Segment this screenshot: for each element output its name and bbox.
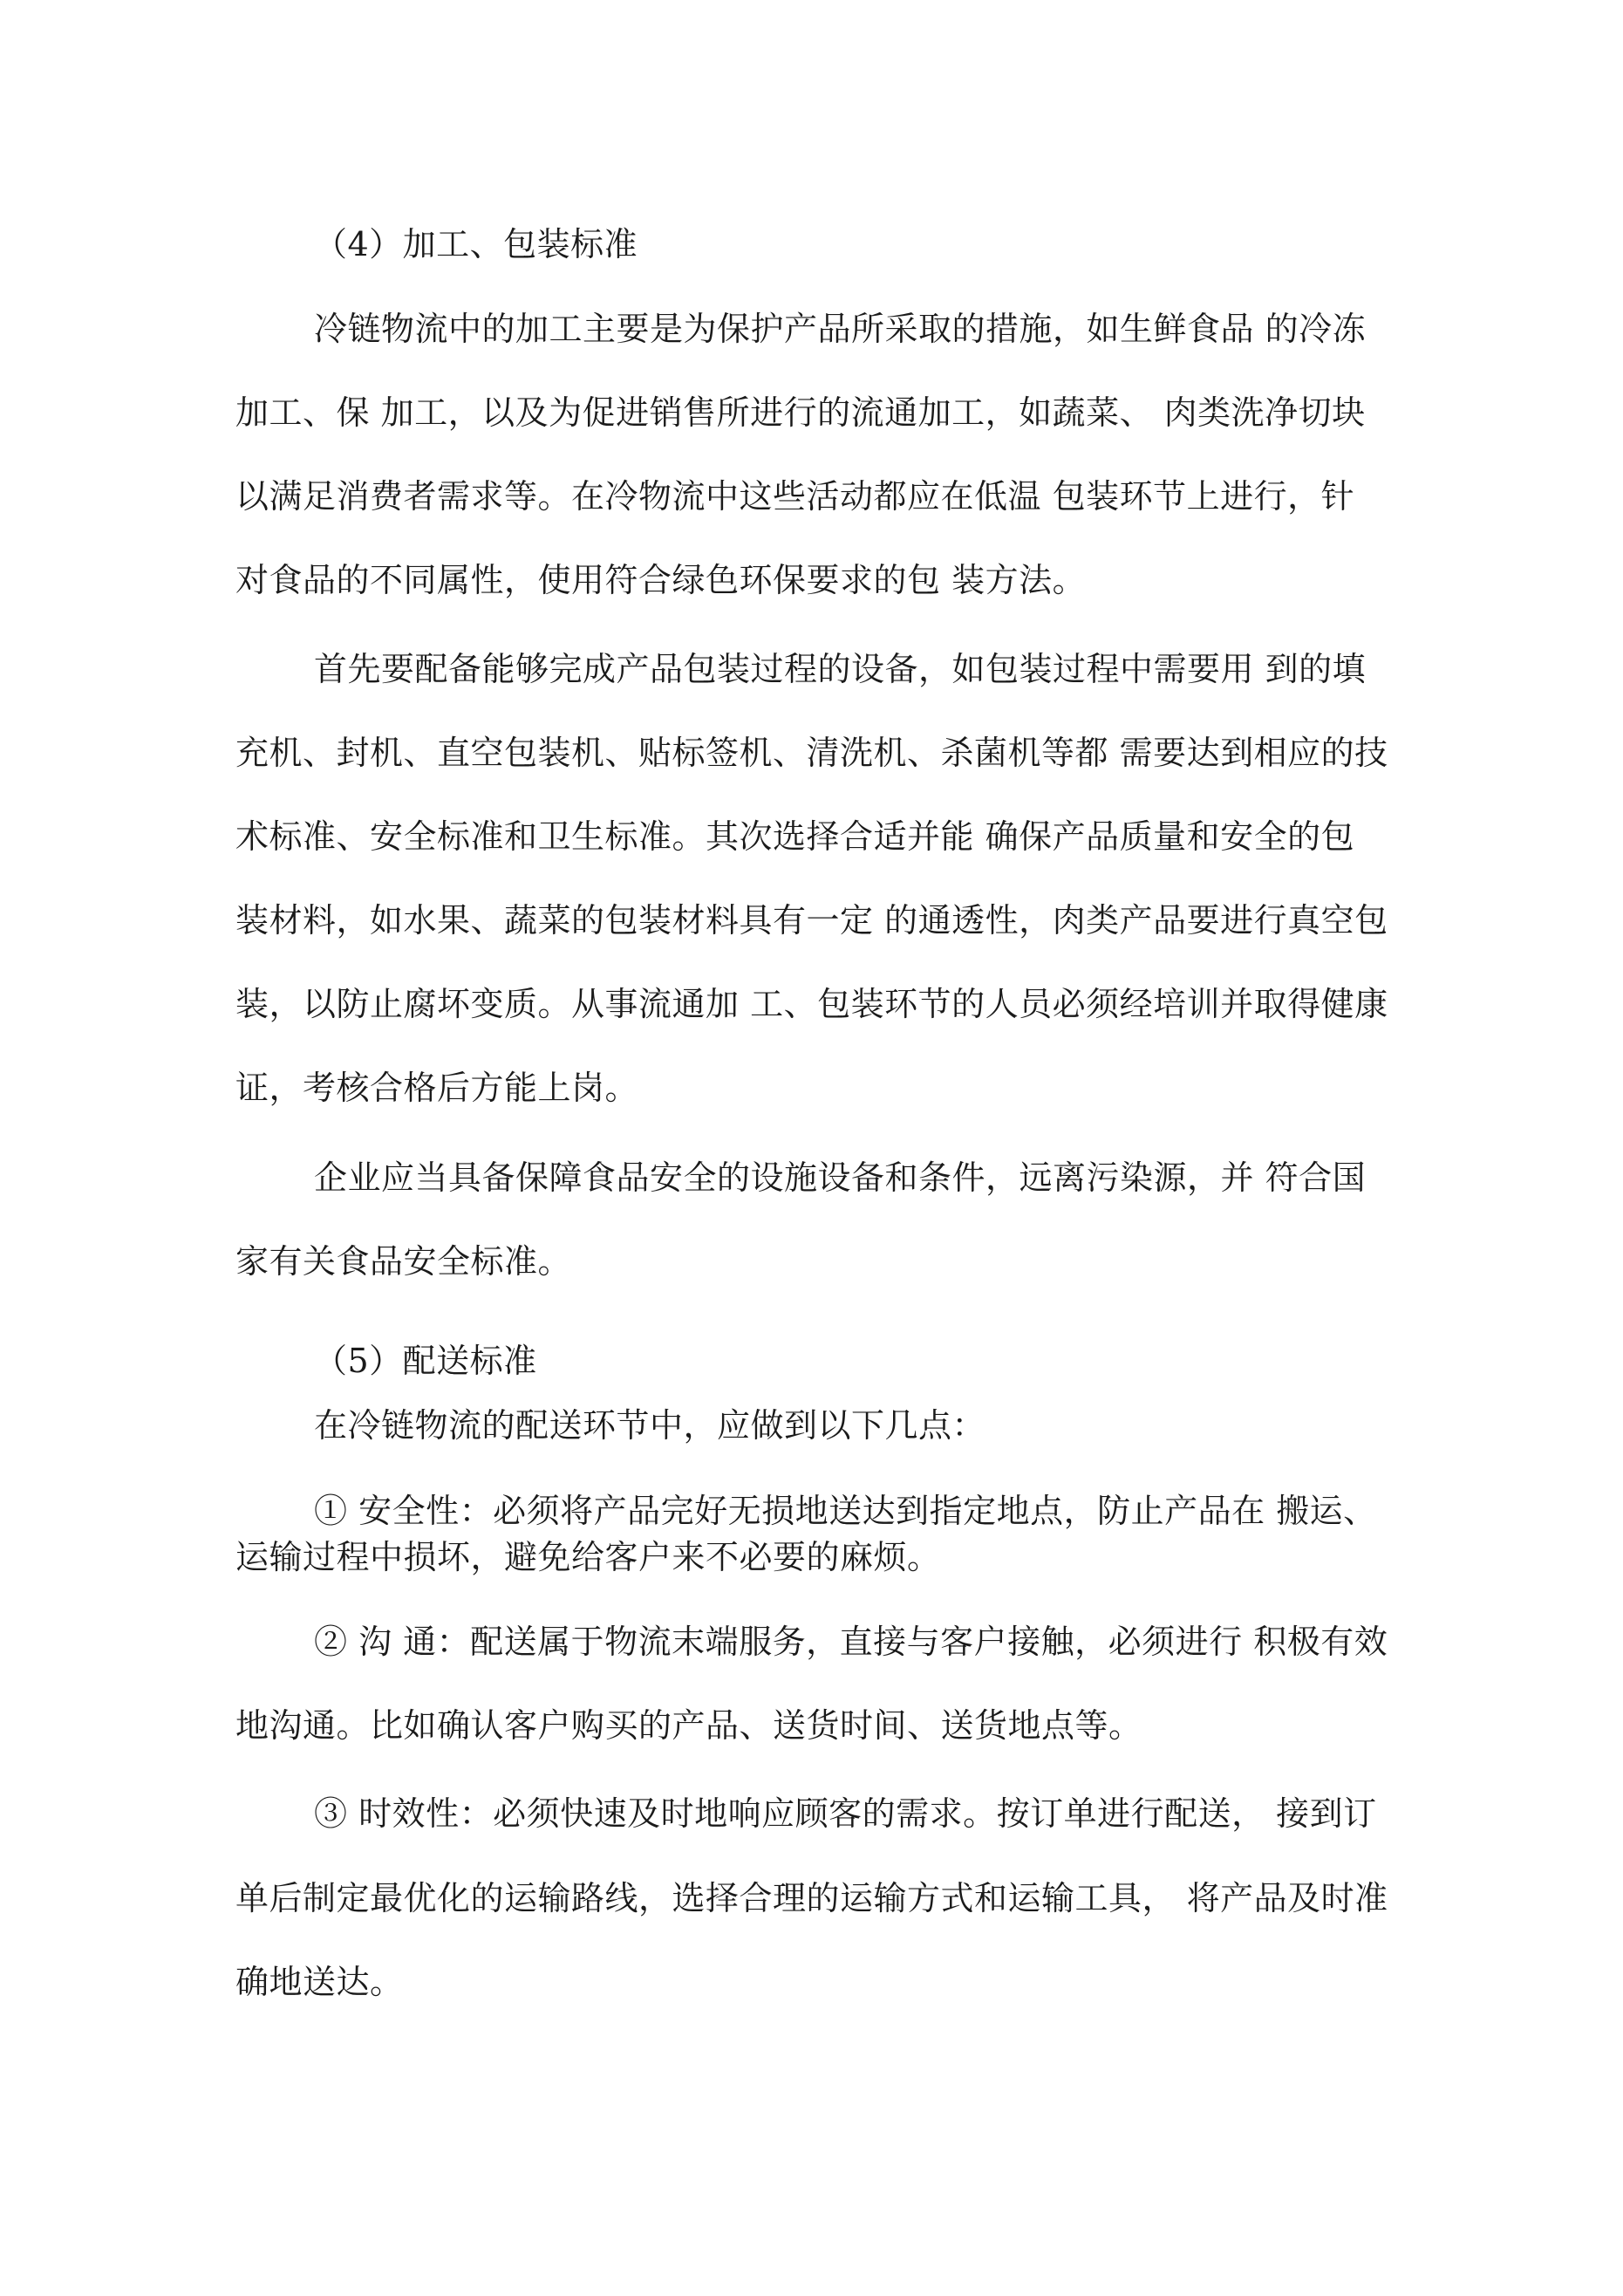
- list-item-line: 单后制定最优化的运输路线，选择合理的运输方式和运输工具， 将产品及时准: [235, 1879, 1388, 1917]
- paragraph-line: 装材料，如水果、蔬菜的包装材料具有一定 的通透性，肉类产品要进行真空包: [235, 901, 1388, 940]
- section-heading-4: （4）加工、包装标准: [314, 225, 638, 263]
- list-item-line: ③ 时效性：必须快速及时地响应顾客的需求。按订单进行配送， 接到订: [314, 1794, 1377, 1833]
- paragraph-line: 首先要配备能够完成产品包装过程的设备，如包装过程中需要用 到的填: [314, 650, 1367, 688]
- paragraph-line: 加工、保 加工，以及为促进销售所进行的流通加工，如蔬菜、 肉类洗净切块: [235, 393, 1366, 432]
- paragraph-line: 充机、封机、直空包装机、贴标签机、清洗机、杀菌机等都 需要达到相应的技: [235, 734, 1388, 772]
- paragraph-line: 以满足消费者需求等。在冷物流中这些活动都应在低温 包装环节上进行，针: [235, 477, 1355, 516]
- section-heading-5: （5）配送标准: [314, 1342, 537, 1380]
- list-item-line: 运输过程中损坏，避免给客户来不必要的麻烦。: [235, 1538, 941, 1576]
- paragraph-line: 企业应当具备保障食品安全的设施设备和条件，远离污染源，并 符合国: [314, 1158, 1367, 1197]
- paragraph-line: 对食品的不同属性，使用符合绿色环保要求的包 装方法。: [235, 561, 1087, 599]
- paragraph-line: 装，以防止腐坏变质。从事流通加 工、包装环节的人员必须经培训并取得健康: [235, 985, 1388, 1023]
- paragraph-line: 证，考核合格后方能上岗。: [235, 1069, 639, 1107]
- list-item-line: ① 安全性：必须将产品完好无损地送达到指定地点，防止产品在 搬运、: [314, 1492, 1377, 1530]
- paragraph-line: 术标准、安全标准和卫生标准。其次选择合适并能 确保产品质量和安全的包: [235, 817, 1355, 856]
- list-item-line: 地沟通。比如确认客户购买的产品、送货时间、送货地点等。: [235, 1706, 1142, 1745]
- paragraph-line: 在冷链物流的配送环节中，应做到以下几点：: [314, 1406, 986, 1445]
- paragraph-line: 冷链物流中的加工主要是为保护产品所采取的措施，如生鲜食品 的冷冻: [314, 310, 1367, 348]
- list-item-line: ② 沟 通：配送属于物流末端服务，直接与客户接触，必须进行 积极有效: [314, 1623, 1388, 1661]
- list-item-line: 确地送达。: [235, 1963, 404, 2001]
- paragraph-line: 家有关食品安全标准。: [235, 1242, 572, 1281]
